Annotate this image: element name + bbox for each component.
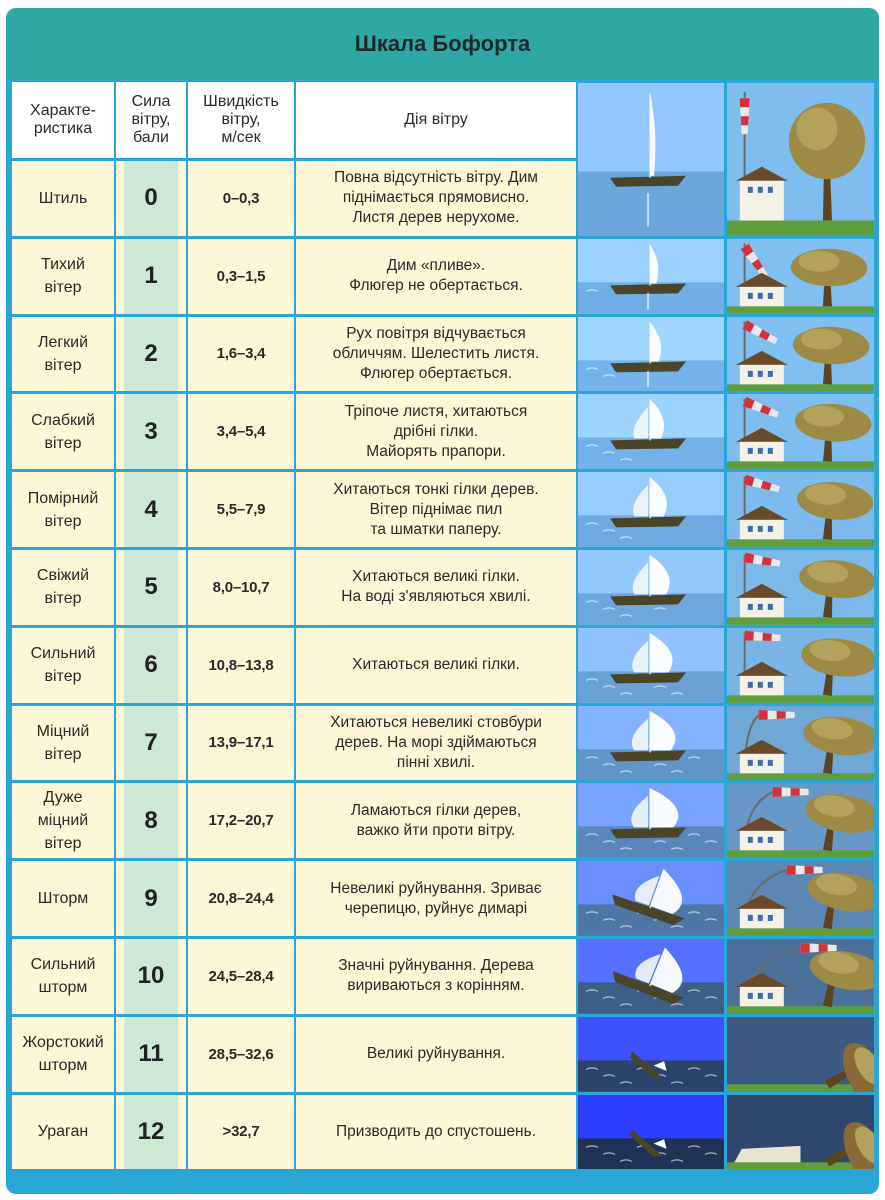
boat-illustration — [578, 550, 724, 625]
row-characteristic: Слабкий вітер — [12, 394, 114, 469]
row-force: 11 — [124, 1017, 178, 1092]
row-effect: Хитаються тонкі гілки дерев. Вітер піднімає пил та шматки паперу. — [296, 472, 576, 547]
header-effect: Дія вітру — [296, 82, 576, 158]
row-force: 7 — [124, 706, 178, 781]
row-force: 2 — [124, 317, 178, 392]
row-speed: 1,6–3,4 — [188, 317, 294, 392]
row-speed: 10,8–13,8 — [188, 628, 294, 703]
row-characteristic: Жорстокий шторм — [12, 1017, 114, 1092]
row-characteristic: Сильний шторм — [12, 939, 114, 1014]
row-force: 8 — [124, 783, 178, 858]
row-effect: Ламаються гілки дерев, важко йти проти вітру. — [296, 783, 576, 858]
row-force: 1 — [124, 239, 178, 314]
row-effect: Тріпоче листя, хитаються дрібні гілки. Майорять прапори. — [296, 394, 576, 469]
row-speed: 28,5–32,6 — [188, 1017, 294, 1092]
row-characteristic: Ураган — [12, 1095, 114, 1170]
row-effect: Призводить до спустошень. — [296, 1095, 576, 1170]
boat-illustration — [578, 1095, 724, 1170]
tree-windsock-illustration — [727, 628, 874, 703]
row-characteristic: Помірний вітер — [12, 472, 114, 547]
tree-windsock-illustration — [727, 317, 874, 392]
row-force: 0 — [124, 161, 178, 236]
boat-illustration — [578, 83, 724, 236]
row-speed: 13,9–17,1 — [188, 706, 294, 781]
row-characteristic: Шторм — [12, 861, 114, 936]
row-characteristic: Тихий вітер — [12, 239, 114, 314]
tree-windsock-illustration — [727, 1095, 874, 1170]
row-force: 9 — [124, 861, 178, 936]
boat-illustration — [578, 317, 724, 392]
row-effect: Дим «пливе». Флюгер не обертається. — [296, 239, 576, 314]
tree-windsock-illustration — [727, 550, 874, 625]
row-speed: 3,4–5,4 — [188, 394, 294, 469]
boat-illustration — [578, 861, 724, 936]
row-speed: 5,5–7,9 — [188, 472, 294, 547]
row-effect: Хитаються невеликі стовбури дерев. На морі здіймаються пінні хвилі. — [296, 706, 576, 781]
header-force: Сила вітру, бали — [116, 82, 186, 158]
row-effect: Великі руйнування. — [296, 1017, 576, 1092]
header-speed: Швидкість вітру, м/сек — [188, 82, 294, 158]
tree-windsock-illustration — [727, 394, 874, 469]
row-force: 3 — [124, 394, 178, 469]
boat-illustration — [578, 472, 724, 547]
tree-windsock-illustration — [727, 1017, 874, 1092]
header-characteristic: Характе- ристика — [12, 82, 114, 158]
tree-windsock-illustration — [727, 861, 874, 936]
boat-illustration — [578, 628, 724, 703]
row-effect: Хитаються великі гілки. На воді з'являються хвилі. — [296, 550, 576, 625]
row-speed: >32,7 — [188, 1095, 294, 1170]
row-characteristic: Міцний вітер — [12, 706, 114, 781]
row-speed: 17,2–20,7 — [188, 783, 294, 858]
tree-windsock-illustration — [727, 472, 874, 547]
tree-windsock-illustration — [727, 939, 874, 1014]
row-speed: 0,3–1,5 — [188, 239, 294, 314]
row-effect: Значні руйнування. Дерева вириваються з корінням. — [296, 939, 576, 1014]
boat-illustration — [578, 1017, 724, 1092]
tree-windsock-illustration — [727, 783, 874, 858]
row-characteristic: Легкий вітер — [12, 317, 114, 392]
boat-illustration — [578, 783, 724, 858]
boat-illustration — [578, 939, 724, 1014]
tree-windsock-illustration — [727, 239, 874, 314]
row-effect: Рух повітря відчувається обличчям. Шелестить листя. Флюгер обертається. — [296, 317, 576, 392]
tree-windsock-illustration — [727, 706, 874, 781]
boat-illustration — [578, 239, 724, 314]
row-characteristic: Свіжий вітер — [12, 550, 114, 625]
row-force: 6 — [124, 628, 178, 703]
row-effect: Невеликі руйнування. Зриває черепицю, руйнує димарі — [296, 861, 576, 936]
tree-windsock-illustration — [727, 83, 874, 236]
row-speed: 24,5–28,4 — [188, 939, 294, 1014]
row-force: 4 — [124, 472, 178, 547]
row-characteristic: Сильний вітер — [12, 628, 114, 703]
boat-illustration — [578, 394, 724, 469]
row-effect: Хитаються великі гілки. — [296, 628, 576, 703]
row-effect: Повна відсутність вітру. Дим піднімається прямовисно. Листя дерев нерухоме. — [296, 161, 576, 236]
page-title: Шкала Бофорта — [6, 8, 879, 80]
row-speed: 0–0,3 — [188, 161, 294, 236]
row-characteristic: Штиль — [12, 161, 114, 236]
row-force: 5 — [124, 550, 178, 625]
row-force: 12 — [124, 1095, 178, 1170]
row-speed: 20,8–24,4 — [188, 861, 294, 936]
row-force: 10 — [124, 939, 178, 1014]
row-speed: 8,0–10,7 — [188, 550, 294, 625]
row-characteristic: Дуже міцний вітер — [12, 783, 114, 858]
boat-illustration — [578, 706, 724, 781]
